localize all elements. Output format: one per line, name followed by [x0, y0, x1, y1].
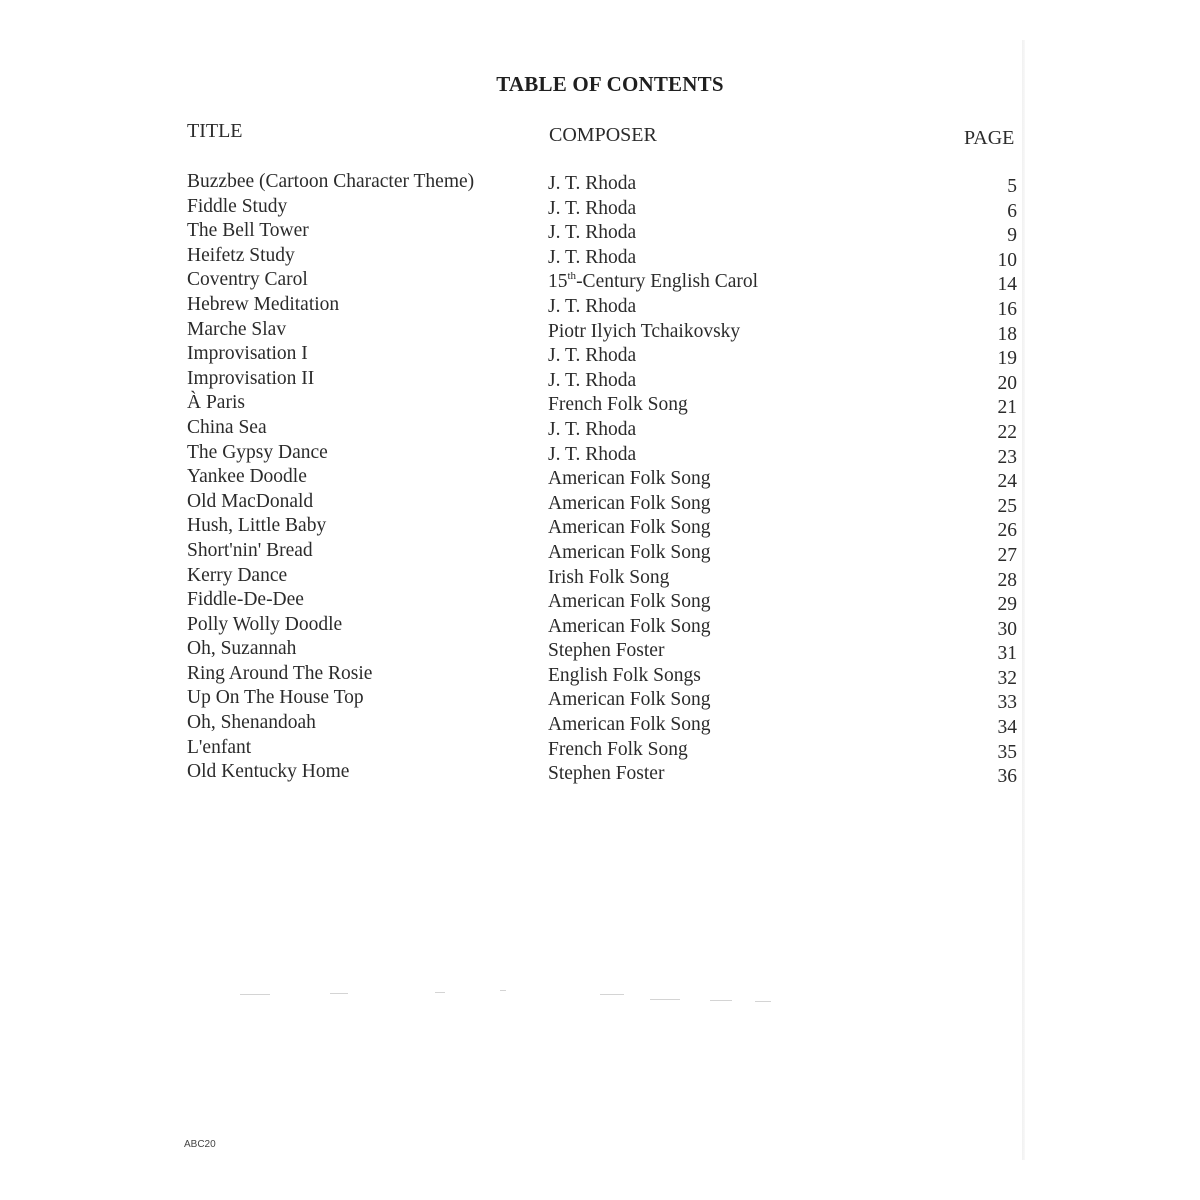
entry-composer: J. T. Rhoda [548, 295, 637, 317]
toc-entry [0, 539, 1200, 564]
entry-page: 29 [997, 594, 1017, 616]
entry-composer: English Folk Songs [548, 664, 701, 686]
toc-entry [0, 268, 1200, 296]
entry-page: 10 [997, 249, 1017, 271]
entry-title: Old Kentucky Home [187, 761, 350, 783]
column-header-page: PAGE [964, 127, 1015, 149]
entry-title: Ring Around The Rosie [187, 662, 373, 684]
toc-entry [0, 662, 1200, 687]
column-header-title: TITLE [187, 120, 243, 142]
composer-superscript: th [567, 270, 577, 283]
entry-page: 28 [997, 569, 1017, 591]
entry-title: Fiddle Study [187, 195, 288, 217]
entry-composer: American Folk Song [548, 541, 711, 563]
toc-entry [0, 465, 1200, 493]
toc-entry [0, 170, 1200, 195]
toc-entry [0, 760, 1200, 788]
toc-entry [0, 219, 1200, 247]
entry-page: 25 [997, 495, 1017, 517]
toc-list [0, 170, 1200, 788]
entry-composer: J. T. Rhoda [548, 246, 637, 268]
entry-composer: J. T. Rhoda [548, 197, 637, 219]
entry-title: Yankee Doodle [187, 466, 307, 488]
composer-text: -Century English Carol [576, 271, 759, 293]
entry-composer: American Folk Song [548, 689, 711, 711]
entry-page: 19 [997, 348, 1017, 370]
entry-composer: Stephen Foster [548, 640, 665, 662]
scan-artifacts [180, 988, 780, 1008]
entry-composer: American Folk Song [548, 517, 711, 539]
toc-entry [0, 318, 1200, 343]
column-header-composer: COMPOSER [549, 124, 657, 146]
toc-entry [0, 490, 1200, 515]
entry-composer: American Folk Song [548, 591, 711, 613]
entry-page: 18 [997, 323, 1017, 345]
entry-page: 26 [997, 520, 1017, 542]
entry-composer: Piotr Ilyich Tchaikovsky [548, 320, 741, 342]
entry-page: 33 [997, 692, 1017, 714]
entry-page: 9 [1007, 225, 1017, 247]
toc-entry [0, 195, 1200, 220]
toc-entry [0, 686, 1200, 714]
entry-composer: American Folk Song [548, 714, 711, 736]
entry-page: 30 [997, 618, 1017, 640]
toc-entry [0, 391, 1200, 419]
entry-title: The Gypsy Dance [187, 441, 328, 463]
entry-composer: J. T. Rhoda [548, 222, 637, 244]
entry-title: Heifetz Study [187, 244, 295, 266]
entry-composer: J. T. Rhoda [548, 369, 637, 391]
entry-title: Buzzbee (Cartoon Character Theme) [187, 171, 475, 192]
entry-composer: Irish Folk Song [548, 566, 670, 588]
entry-title: Improvisation II [187, 367, 315, 389]
entry-page: 35 [997, 741, 1017, 763]
toc-entry [0, 514, 1200, 542]
entry-title: Hebrew Meditation [187, 293, 340, 315]
composer-prefix: 15 [548, 271, 568, 293]
entry-composer: Stephen Foster [548, 763, 665, 785]
entry-composer: J. T. Rhoda [548, 418, 637, 440]
entry-composer: French Folk Song [548, 738, 688, 760]
toc-entry [0, 711, 1200, 739]
toc-entry [0, 564, 1200, 589]
toc-entry [0, 416, 1200, 441]
entry-page: 34 [997, 717, 1017, 739]
toc-entry [0, 342, 1200, 370]
toc-entry [0, 736, 1200, 761]
entry-title: Oh, Suzannah [187, 638, 297, 660]
entry-page: 16 [997, 298, 1017, 320]
entry-title: The Bell Tower [187, 220, 309, 242]
entry-title: Marche Slav [187, 318, 287, 340]
entry-title: Kerry Dance [187, 564, 288, 586]
toc-entry [0, 637, 1200, 665]
entry-title: À Paris [187, 392, 245, 414]
entry-title: L'enfant [187, 736, 252, 758]
page-title: TABLE OF CONTENTS [496, 72, 724, 96]
entry-title: Oh, Shenandoah [187, 712, 316, 734]
entry-composer: J. T. Rhoda [548, 173, 637, 194]
entry-title: Old MacDonald [187, 490, 314, 512]
entry-title: Short'nin' Bread [187, 539, 313, 561]
entry-composer: French Folk Song [548, 394, 688, 416]
entry-composer [548, 270, 758, 294]
entry-page: 6 [1007, 200, 1017, 222]
entry-title: Hush, Little Baby [187, 515, 327, 537]
entry-title: Fiddle-De-Dee [187, 589, 304, 611]
entry-page: 23 [997, 446, 1017, 468]
entry-composer: American Folk Song [548, 468, 711, 490]
toc-entry [0, 613, 1200, 638]
toc-entry [0, 588, 1200, 616]
entry-page: 32 [997, 667, 1017, 689]
entry-page: 14 [997, 274, 1017, 296]
toc-entry [0, 244, 1200, 269]
entry-title: Polly Wolly Doodle [187, 613, 343, 635]
entry-composer: American Folk Song [548, 615, 711, 637]
entry-composer: J. T. Rhoda [548, 443, 637, 465]
entry-title: Up On The House Top [187, 687, 364, 709]
entry-page: 24 [997, 471, 1017, 493]
entry-composer: J. T. Rhoda [548, 345, 637, 367]
toc-entry [0, 367, 1200, 392]
entry-page: 5 [1007, 176, 1017, 197]
entry-title: Improvisation I [187, 343, 308, 365]
entry-page: 20 [997, 372, 1017, 394]
entry-page: 22 [997, 421, 1017, 443]
entry-page: 31 [997, 643, 1017, 665]
footer-code: ABC20 [184, 1139, 216, 1150]
entry-title: China Sea [187, 416, 267, 438]
toc-entry [0, 293, 1200, 318]
entry-composer: American Folk Song [548, 492, 711, 514]
toc-entry [0, 441, 1200, 466]
entry-title: Coventry Carol [187, 269, 308, 291]
entry-page: 36 [997, 766, 1017, 788]
entry-page: 21 [997, 397, 1017, 419]
entry-page: 27 [997, 544, 1017, 566]
